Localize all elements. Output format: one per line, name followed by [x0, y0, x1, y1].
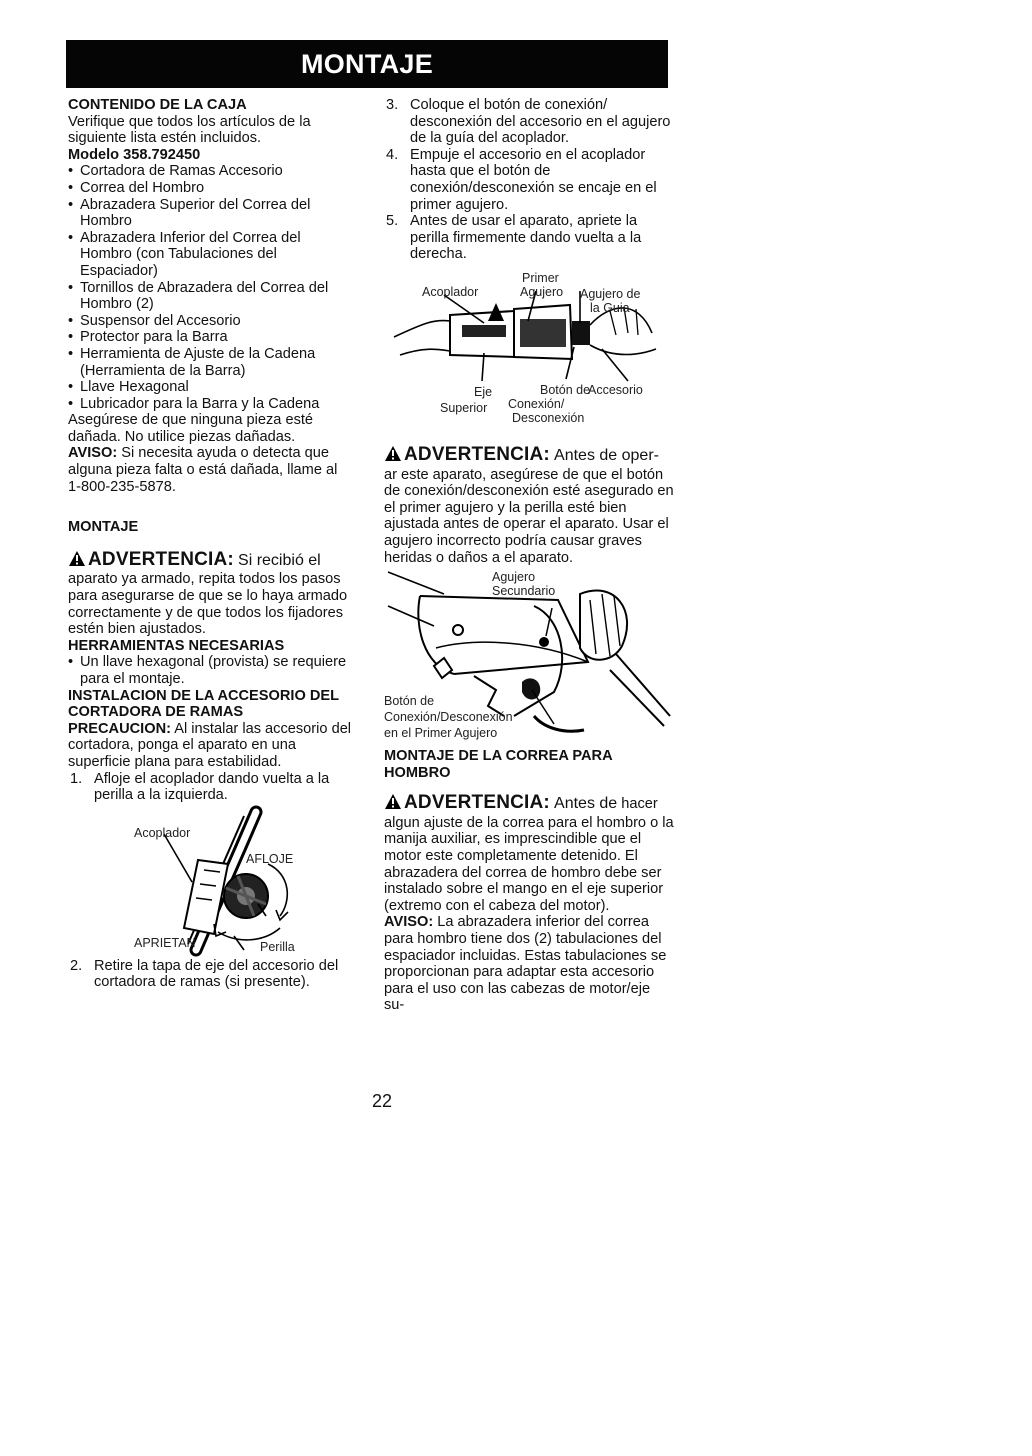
- step-number: 3.: [386, 97, 399, 113]
- list-item: • Abrazadera Inferior del Correa del Hombro (con Tabulaciones del Espaciador): [68, 230, 354, 280]
- section-banner: [66, 40, 668, 88]
- label-shaft-2: Superior: [440, 400, 488, 415]
- warning-text: aparato ya armado, repita todos los pasos para asegurarse de que se lo haya armado correctamente y de que todos los fijadores estén bien ajustados.: [68, 571, 348, 638]
- caution-paragraph: [68, 721, 354, 771]
- ensure-text: Asegúrese de que ninguna pieza esté dañada. No utilice piezas dañadas.: [68, 412, 314, 445]
- list-item: • Tornillos de Abrazadera del Correa del Hombro (2): [68, 280, 354, 313]
- tools-heading: HERRAMIENTAS NECESARIAS: [68, 637, 285, 654]
- label-first: Primer: [522, 270, 559, 285]
- caution-text: Al instalar las accesorio del cortadora, ponga el aparato en una superficie plana para estabilidad.: [68, 720, 352, 770]
- warning-paragraph-2: [384, 445, 674, 566]
- notice-label: AVISO:: [68, 445, 118, 462]
- warning-paragraph-1: [68, 550, 354, 638]
- figure-attachment-coupler: [384, 263, 674, 431]
- figure-secondary-hole: [384, 566, 674, 748]
- notice-text: La abrazadera inferior del correa para hombro tiene dos (2) tabulaciones del espaciador incluidas. Estas tabulaciones se proporcionan para adaptar esta accesorio para el uso con las cabezas de motor/eje su-: [384, 914, 667, 1014]
- banner-title: MONTAJE: [300, 48, 434, 79]
- list-item: • Herramienta de Ajuste de la Cadena (Herramienta de la Barra): [68, 346, 354, 379]
- assembly-heading: MONTAJE: [68, 519, 139, 536]
- step-item: [68, 958, 354, 991]
- label-hole-2: Secundario: [492, 584, 556, 599]
- caution-label: PRECAUCION:: [68, 720, 171, 737]
- warning-label: ADVERTENCIA:: [404, 443, 550, 465]
- notice-label: AVISO:: [384, 914, 434, 931]
- figure-loosen-coupler: [68, 804, 354, 958]
- label-knob: Perilla: [260, 939, 295, 954]
- label-guide-hole-2: la Guia: [590, 300, 630, 315]
- list-item: • Suspensor del Accesorio: [68, 313, 354, 330]
- label-hole: Agujero: [520, 284, 564, 299]
- warning-lead: Antes de: [554, 795, 618, 813]
- label-btn-3: en el Primer Agujero: [384, 726, 498, 741]
- right-column: [384, 97, 674, 1014]
- step-text: Antes de usar el aparato, apriete la perilla firmemente dando vuelta a la derecha.: [410, 213, 642, 263]
- label-btn-1: Botón de: [384, 694, 435, 709]
- notice-text: Si necesita ayuda o detecta que alguna pieza falta o está dañada, llame al 1-800-235-5878.: [68, 445, 338, 495]
- label-button-1: Botón de: [540, 382, 591, 397]
- step-number: 1.: [70, 770, 83, 787]
- step-item: [68, 771, 354, 804]
- label-hole-1: Agujero: [492, 570, 536, 585]
- strap-heading: MONTAJE DE LA CORREA PARA HOMBRO: [384, 748, 613, 781]
- page-number: 22: [372, 1091, 393, 1111]
- step-number: 5.: [386, 213, 399, 230]
- contents-intro: Verifique que todos los artículos de la siguiente lista estén incluidos.: [68, 113, 311, 147]
- contents-heading: CONTENIDO DE LA CAJA: [68, 97, 247, 113]
- step-number: 2.: [70, 957, 83, 974]
- label-coupler: Acoplador: [134, 825, 191, 840]
- notice-paragraph: [68, 445, 354, 495]
- step-text: Afloje el acoplador dando vuelta a la perilla a la izquierda.: [94, 770, 330, 804]
- warning-text: ar este aparato, asegúrese de que el botón de conexión/desconexión esté asegurado en el primer agujero y la perilla esté bien ajustada antes de operar el aparato. Usar el agujero incorrecto podría causar graves heridas o daños a el aparato.: [384, 466, 674, 566]
- left-column: [68, 97, 354, 991]
- label-attachment: Accesorio: [588, 382, 643, 397]
- label-button-2: Conexión/: [508, 396, 565, 411]
- warning-label: ADVERTENCIA:: [88, 548, 234, 570]
- list-item: • Cortadora de Ramas Accesorio: [68, 163, 354, 180]
- tools-list: [68, 654, 354, 687]
- list-item: • Un llave hexagonal (provista) se requiere para el montaje.: [68, 654, 354, 687]
- steps-list: [68, 771, 354, 804]
- warning-lead: Si recibió el: [238, 551, 321, 569]
- list-item: • Lubricador para la Barra y la Cadena: [68, 396, 354, 413]
- contents-list: [68, 163, 354, 412]
- label-guide-hole-1: Agujero de: [580, 286, 641, 301]
- coupler-knob-illustration: [68, 804, 354, 958]
- notice-paragraph-2: [384, 914, 674, 1014]
- step-item: [384, 213, 674, 263]
- warning-label: ADVERTENCIA:: [404, 792, 550, 814]
- steps-list-2: [68, 958, 354, 991]
- label-shaft-1: Eje: [474, 384, 493, 399]
- list-item: • Llave Hexagonal: [68, 379, 354, 396]
- list-item: • Correa del Hombro: [68, 180, 354, 197]
- label-loosen: AFLOJE: [246, 851, 294, 866]
- step-item: [384, 97, 674, 147]
- warning-text: hacer algun ajuste de la correa para el hombro o la manija auxiliar, es imprescindible que el motor este completamente detenido. El abrazadera del correa de hombro debe ser instalado sobre el mango en el eje superior (extremo con el cabeza del motor).: [384, 796, 674, 914]
- label-coupler: Acoplador: [422, 284, 479, 299]
- step-item: [384, 147, 674, 213]
- warning-triangle-icon: [384, 445, 402, 467]
- warning-paragraph-3: [384, 793, 674, 914]
- model-label: Modelo 358.792450: [68, 146, 201, 163]
- step-text: Coloque el botón de conexión/ desconexión del accesorio en el agujero de la guía del acoplador.: [410, 97, 671, 147]
- list-item: • Abrazadera Superior del Correa del Hombro: [68, 197, 354, 230]
- warning-triangle-icon: [68, 550, 86, 572]
- step-text: Empuje el accesorio en el acoplador hasta que el botón de conexión/desconexión se encaje en el primer agujero.: [410, 146, 657, 213]
- warning-triangle-icon: [384, 793, 402, 815]
- label-btn-2: Conexión/Desconexión: [384, 710, 513, 725]
- label-tighten: APRIETAN: [134, 935, 196, 950]
- warning-lead: Antes de oper-: [554, 446, 659, 464]
- step-number: 4.: [386, 146, 399, 163]
- list-item: • Protector para la Barra: [68, 329, 354, 346]
- label-button-3: Desconexión: [512, 410, 585, 425]
- install-heading: INSTALACION DE LA ACCESORIO DEL CORTADORA DE RAMAS: [68, 687, 339, 721]
- steps-list-3: [384, 97, 674, 263]
- step-text: Retire la tapa de eje del accesorio del cortadora de ramas (si presente).: [94, 957, 339, 991]
